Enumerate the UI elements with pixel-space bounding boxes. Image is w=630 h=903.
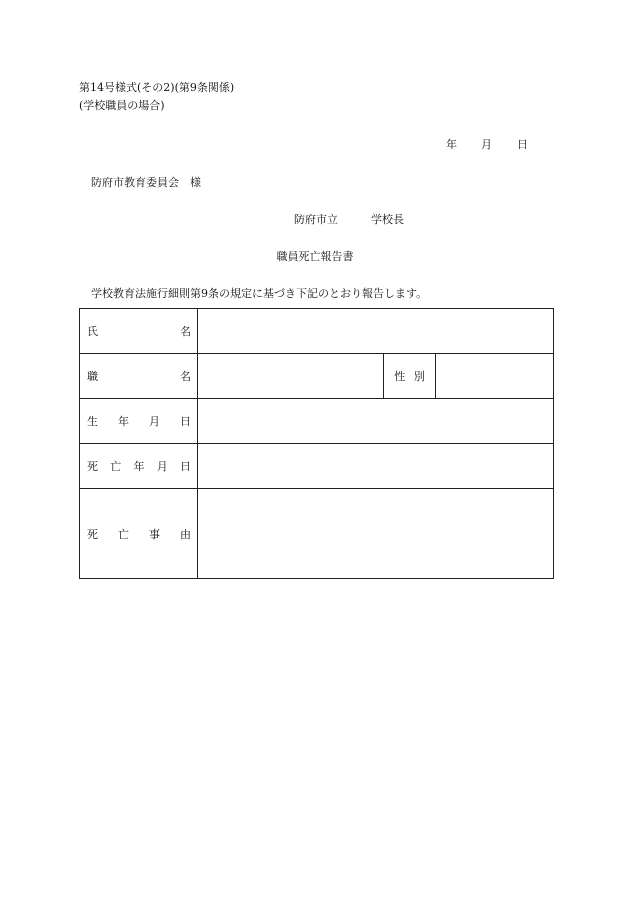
death-date-label (80, 444, 198, 489)
death-reason-field[interactable] (198, 489, 554, 579)
death-date-label-char: 亡 (110, 460, 122, 473)
reason-label-char: 事 (149, 527, 160, 541)
gender-label-char: 性 (394, 370, 406, 383)
row-name (80, 309, 554, 354)
date-month: 月 (481, 138, 492, 151)
position-label-char: 職 (87, 370, 98, 383)
death-date-label-char: 月 (156, 460, 168, 473)
row-birth-date (80, 399, 554, 444)
document-title: 職員死亡報告書 (276, 250, 354, 263)
position-label-char: 名 (180, 370, 191, 383)
row-death-date (80, 444, 554, 489)
reason-label-char: 由 (180, 527, 191, 541)
gender-label (384, 354, 436, 399)
name-label-char: 名 (180, 325, 191, 338)
birth-label-char: 生 (87, 415, 98, 428)
date-day: 日 (517, 138, 528, 151)
date-year: 年 (446, 138, 457, 151)
gender-field[interactable] (436, 354, 554, 399)
death-date-label-char: 日 (180, 460, 191, 473)
birth-label-char: 月 (149, 415, 160, 428)
name-label-char: 氏 (87, 325, 98, 338)
death-reason-label (80, 489, 198, 579)
death-date-label-char: 死 (87, 460, 98, 473)
sender: 防府市立 学校長 (294, 213, 404, 226)
position-field[interactable] (198, 354, 384, 399)
form-subtitle: (学校職員の場合) (79, 99, 165, 112)
date-line (446, 138, 528, 152)
birth-date-field[interactable] (198, 399, 554, 444)
reason-label-char: 亡 (118, 527, 129, 541)
intro-text: 学校教育法施行細則第9条の規定に基づき下記のとおり報告します。 (91, 287, 428, 300)
name-field[interactable] (198, 309, 554, 354)
name-label (80, 309, 198, 354)
birth-label-char: 年 (118, 415, 129, 428)
row-death-reason (80, 489, 554, 579)
row-position (80, 354, 554, 399)
gender-label-char: 別 (413, 370, 425, 383)
birth-label-char: 日 (180, 415, 191, 428)
death-date-label-char: 年 (133, 460, 145, 473)
position-label (80, 354, 198, 399)
death-date-field[interactable] (198, 444, 554, 489)
form-number: 第14号様式(その2)(第9条関係) (79, 81, 235, 94)
reason-label-char: 死 (87, 527, 98, 541)
addressee: 防府市教育委員会 様 (91, 176, 201, 189)
birth-date-label (80, 399, 198, 444)
report-table (79, 308, 554, 579)
